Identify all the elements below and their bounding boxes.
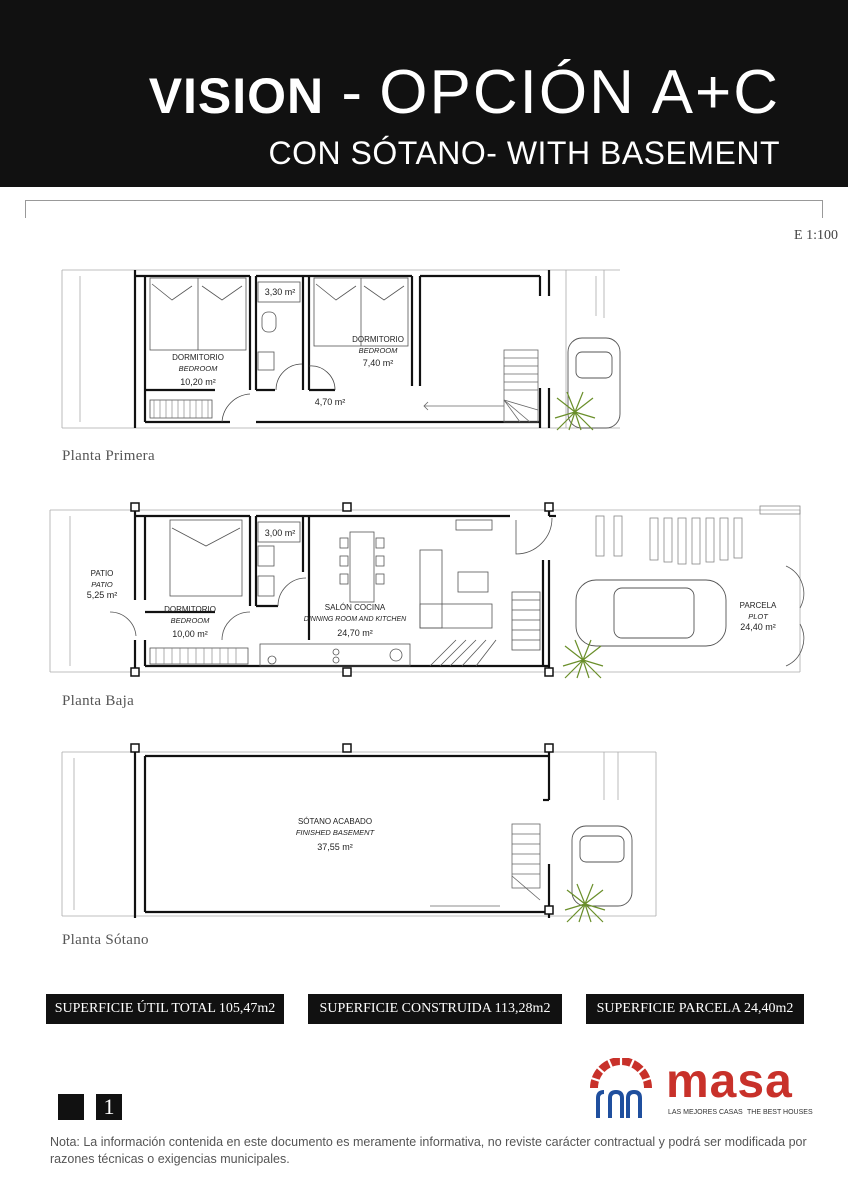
page-marker <box>58 1094 84 1120</box>
baja-bedroom-en: BEDROOM <box>170 616 210 625</box>
sotano-basement-name: SÓTANO ACABADO <box>297 817 373 826</box>
plan-primera <box>62 270 620 430</box>
summary-construida-badge: SUPERFICIE CONSTRUIDA 113,28m2 <box>308 994 562 1024</box>
primera-bedroom2-area: 7,40 m² <box>362 358 394 368</box>
title-dash: - <box>324 58 380 127</box>
baja-bath-area: 3,00 m² <box>264 528 296 538</box>
primera-bedroom2-name: DORMITORIO <box>352 335 404 344</box>
masa-logo-icon <box>586 1058 656 1120</box>
plan-sotano <box>62 744 656 922</box>
summary-util-badge: SUPERFICIE ÚTIL TOTAL 105,47m2 <box>46 994 284 1024</box>
baja-living-area: 24,70 m² <box>337 628 373 638</box>
primera-bedroom1-area: 10,20 m² <box>180 377 216 387</box>
plant-icon <box>555 392 595 430</box>
disclaimer-note: Nota: La información contenida en este documento es meramente informativa, no reviste carácter contractual y podrá ser modificada por razones técnicas o exigencias municipales. <box>50 1135 807 1166</box>
sotano-basement-en: FINISHED BASEMENT <box>295 828 375 837</box>
primera-bath-area: 3,30 m² <box>264 287 296 297</box>
plan-baja <box>50 503 804 678</box>
plan-label-sotano: Planta Sótano <box>62 932 149 948</box>
sotano-basement-area: 37,55 m² <box>317 842 353 852</box>
baja-patio-en: PATIO <box>91 580 113 589</box>
plan-label-primera: Planta Primera <box>62 448 155 464</box>
baja-patio-area: 5,25 m² <box>86 590 118 600</box>
title-option: OPCIÓN A+C <box>379 58 780 127</box>
primera-bedroom1-name: DORMITORIO <box>172 353 224 362</box>
baja-living-name: SALÓN COCINA <box>324 603 386 612</box>
baja-plot-en: PLOT <box>748 612 768 621</box>
page-number: 1 <box>96 1094 122 1120</box>
baja-plot-name: PARCELA <box>739 601 777 610</box>
page-subtitle: CON SÓTANO- WITH BASEMENT <box>268 135 780 171</box>
baja-bedroom-area: 10,00 m² <box>172 629 208 639</box>
scale-label: E 1:100 <box>794 228 838 243</box>
baja-bedroom-name: DORMITORIO <box>164 605 216 614</box>
baja-living-en: DINNING ROOM AND KITCHEN <box>303 616 407 623</box>
logo-wordmark: masa <box>666 1055 793 1108</box>
summary-parcela-badge: SUPERFICIE PARCELA 24,40m2 <box>586 994 804 1024</box>
primera-bedroom2-en: BEDROOM <box>358 346 398 355</box>
primera-bedroom1-en: BEDROOM <box>178 364 218 373</box>
baja-patio-name: PATIO <box>90 569 114 578</box>
logo-tagline-en: THE BEST HOUSES <box>747 1109 813 1116</box>
title-brand: VISION <box>148 68 325 124</box>
logo-tagline-es: LAS MEJORES CASAS <box>668 1109 743 1116</box>
primera-hall-area: 4,70 m² <box>314 397 346 407</box>
plan-label-baja: Planta Baja <box>62 693 135 709</box>
baja-plot-area: 24,40 m² <box>740 622 776 632</box>
